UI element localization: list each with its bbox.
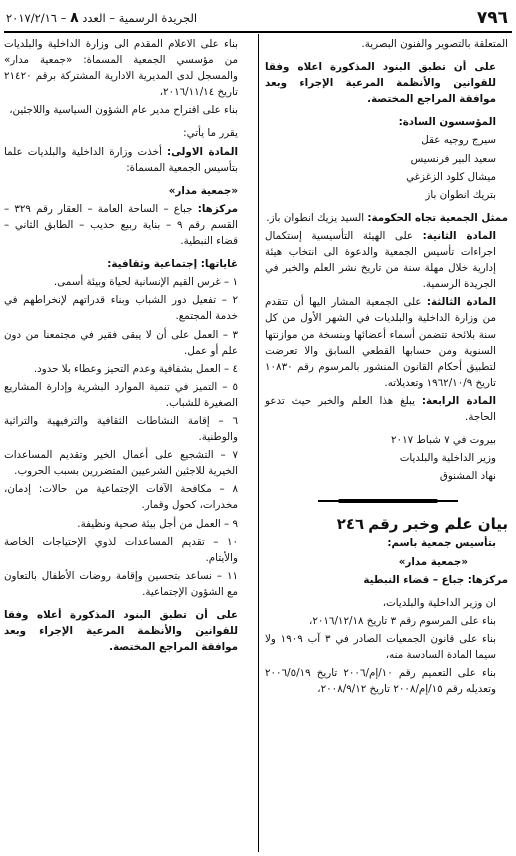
goal-item: ١١ – نساعد بتحسين وإقامة روضات الأطفال بالتعاون مع الشؤون الإجتماعية. <box>4 569 238 598</box>
article-text: على الجمعية المشار اليها أن تتقدم من وزارة الداخلية والبلديات في الشهر الأول من كل سنة بلائحة تتضمن أسماء أعضائها وبنسخة من موازنتها السنوية ومن حسابها القطعي السابق والا تعرضت لتطبيق أحكام القانون المنشور بالمرسوم رقم ١٠٨٣٠ تاريخ ١٩٦٢/١٠/٩ وتعديلاته. <box>265 296 496 389</box>
running-head-date: – ٢٠١٧/٢/١٦ <box>6 11 67 25</box>
minister-line: ان وزير الداخلية والبلديات، <box>382 596 496 609</box>
closing-clause: على أن تطبق البنود المذكورة اعلاه وفقا للقوانين والأنظمة المرعية الإجراء وبعد موافقة المراجع المختصة. <box>265 61 496 106</box>
left-column <box>4 36 250 852</box>
notice-number: ٢٤٦ <box>336 515 365 534</box>
running-head-prefix: الجريدة الرسمية – العدد <box>82 11 198 25</box>
signature-title: وزير الداخلية والبلديات <box>399 452 496 465</box>
signature-place: بيروت في ٧ شباط ٢٠١٧ <box>391 434 496 447</box>
consideration: بناء على المرسوم رقم ٣ تاريخ ٢٠١٦/١٢/١٨، <box>309 614 496 627</box>
notice-association-name: «جمعية مدار» <box>398 555 468 568</box>
article-label: المادة الاولى: <box>167 145 238 158</box>
headquarters <box>4 201 250 249</box>
representative <box>265 210 508 226</box>
closing-clause: على أن تطبق البنود المذكورة أعلاه وفقا للقوانين والأنظمة المرعية الإجراء وبعد موافقة المراجع المختصة. <box>4 609 238 654</box>
goal-item: ٣ – العمل على أن لا يبقى فقير في مجتمعنا من دون علم أو عمل. <box>4 328 238 357</box>
issue-number: ٨ <box>70 10 79 26</box>
notice-headquarters: مركزها: جباع – قضاء النبطية <box>363 573 508 586</box>
article-3 <box>265 294 508 391</box>
founder-item: بتريك انطوان باز <box>425 188 496 201</box>
headquarters-text: جباع – الساحة العامة – العقار رقم ٣٢٩ – القسم رقم ٩ – بناية ربيع حديب – الطابق الثاني – قضاء النبطية. <box>4 202 239 248</box>
goal-item: ٥ – التميز في تنمية الموارد البشرية وإدارة المشاريع الصغيرة للشباب. <box>4 380 238 409</box>
page-header <box>6 6 508 30</box>
consideration: بناء على قانون الجمعيات الصادر في ٣ آب ١٩٠٩ ولا سيما المادة السادسة منه، <box>265 632 496 661</box>
article-label: المادة الرابعة: <box>421 394 496 407</box>
article-text: على الهيئة التأسيسية إستكمال اجراءات تأسيس الجمعية والدعوة الى انتخاب هيئة إدارية خلال مهلة سنة من تاريخ نشر العلم والخبر في الجريدة الرسمية. <box>265 229 496 291</box>
founders-heading: المؤسسون السادة: <box>398 116 496 129</box>
goal-item: ١٠ – تقديم المساعدات لذوي الإحتياجات الخاصة والأيتام. <box>4 535 238 564</box>
running-head <box>6 10 197 26</box>
goal-item: ٦ – إقامة النشاطات الثقافية والترفيهية والتراثية والوطنية. <box>4 414 238 444</box>
column-divider <box>258 34 259 852</box>
article-2 <box>265 228 508 292</box>
founder-item: سيرج روجيه عقل <box>421 134 496 147</box>
goals-heading: غاياتها: إجتماعية وثقافية: <box>107 258 238 271</box>
notice-title <box>265 516 508 533</box>
goal-item: ٤ – العمل بشفافية وعدم التحيز وعطاء بلا حدود. <box>33 362 238 375</box>
paragraph: المتعلقة بالتصوير والفنون البصرية. <box>361 38 508 50</box>
right-column <box>265 36 508 852</box>
goal-item: ١ – غرس القيم الإنسانية لحياة وبيئة أسمى. <box>53 276 238 289</box>
goal-item: ٢ – تفعيل دور الشباب وبناء قدراتهم لإنخراطهم في خدمة المجتمع. <box>4 294 238 323</box>
article-label: المادة الثالثة: <box>426 296 496 309</box>
headquarters-label: مركزها: <box>197 202 239 215</box>
consideration: بناء على الاعلام المقدم الى وزارة الداخلية والبلديات من مؤسسي الجمعية المسماة: «جمعية مدار» والمسجل لدى المديرية الادارية المشتركة برقم ٢١٤٢٠ تاريخ ٢٠١٦/١١/١٤، <box>4 38 238 99</box>
section-separator <box>265 492 508 510</box>
goal-item: ٧ – التشجيع على أعمال الخير وتقديم المساعدات الخيرية للاجئين الشرعيين المتضررين بسبب الحروب. <box>4 449 238 478</box>
consideration: بناء على اقتراح مدير عام الشؤون السياسية واللاجئين، <box>9 104 238 117</box>
association-name: «جمعية مدار» <box>168 184 238 197</box>
notice-title-prefix: بيان علم وخبر رقم <box>368 515 508 534</box>
article-1 <box>4 144 250 176</box>
founder-item: ميشال كلود الزغزغي <box>406 170 496 183</box>
signature-name: نهاد المشنوق <box>439 470 496 483</box>
article-text: أخذت وزارة الداخلية والبلديات علما بتأسيس الجمعية المسماة: <box>4 145 238 174</box>
article-label: المادة الثانية: <box>422 229 497 242</box>
representative-label: ممثل الجمعية تجاه الحكومة: <box>367 211 508 224</box>
goal-item: ٩ – العمل من أجل بيئة صحية ونظيفة. <box>77 517 238 530</box>
goal-item: ٨ – مكافحة الآفات الإجتماعية من حالات: إدمان، مخدرات، كحول وقمار. <box>4 483 238 512</box>
header-rule <box>4 31 512 33</box>
representative-text: السيد يزيك انطوان باز. <box>266 211 365 224</box>
page-number: ٧٩٦ <box>476 8 508 28</box>
notice-subtitle: بتأسيس جمعية باسم: <box>387 537 496 550</box>
founder-item: سعيد البير فرنسيس <box>410 152 496 165</box>
consideration: بناء على التعميم رقم ١٠/إم/٢٠٠٦ تاريخ ٢٠٠٦/٥/١٩ وتعديله رقم ١٥/إم/٢٠٠٨ تاريخ ٢٠٠٨/٩/١٢، <box>265 667 496 696</box>
separator-ornament <box>338 499 438 503</box>
article-4 <box>265 393 508 425</box>
decision-line: يقرر ما يأتي: <box>183 127 238 140</box>
article-text: يبلغ هذا العلم والخبر حيث تدعو الحاجة. <box>265 394 496 423</box>
